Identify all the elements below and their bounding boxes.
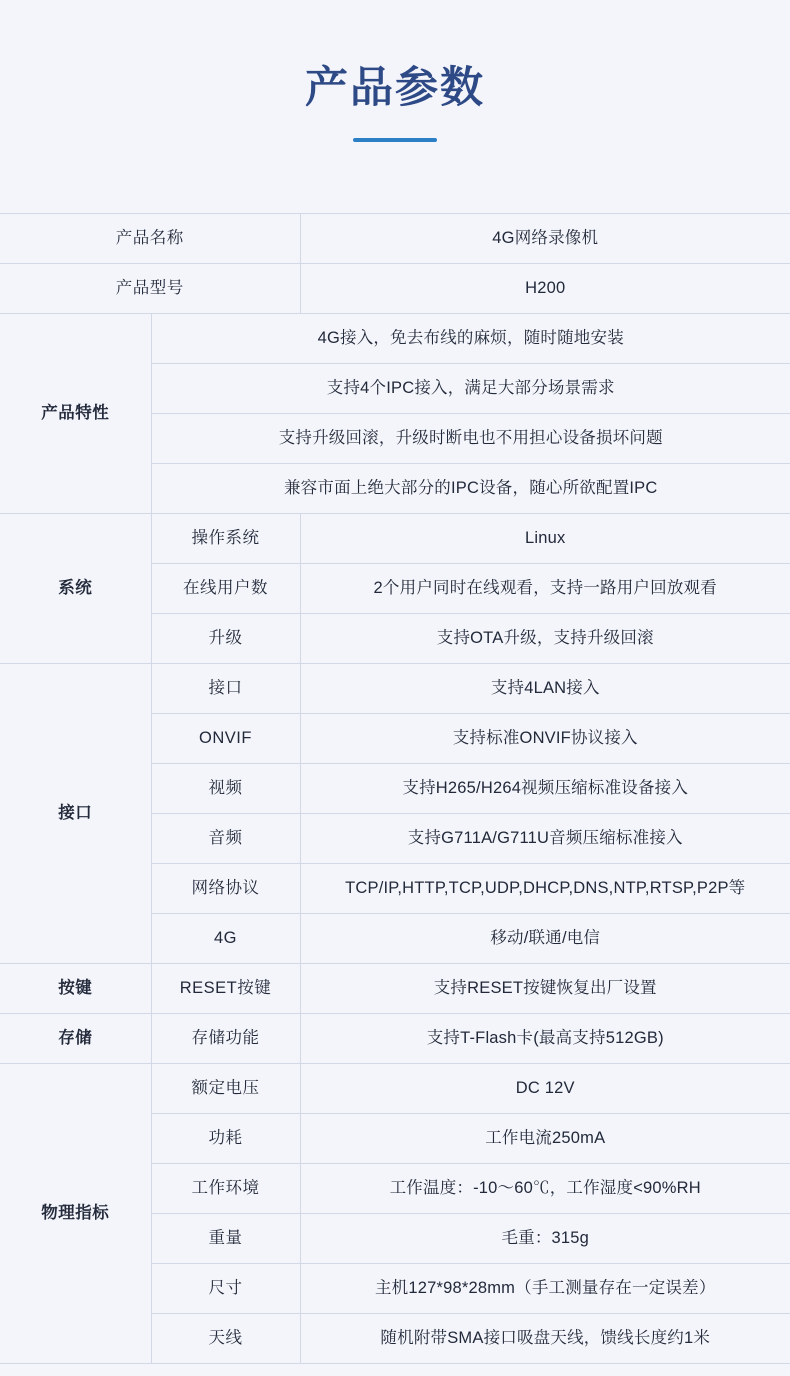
row-label: 音频 [151, 814, 300, 864]
row-label: 存储功能 [151, 1014, 300, 1064]
table-row [0, 964, 790, 1014]
row-value: 支持RESET按键恢复出厂设置 [300, 964, 790, 1014]
row-label: 尺寸 [151, 1264, 300, 1314]
row-value: 工作电流250mA [300, 1114, 790, 1164]
row-label: 视频 [151, 764, 300, 814]
row-label: 产品型号 [0, 264, 300, 314]
table-row [0, 1064, 790, 1114]
row-value: 移动/联通/电信 [300, 914, 790, 964]
row-label: RESET按键 [151, 964, 300, 1014]
row-value: TCP/IP,HTTP,TCP,UDP,DHCP,DNS,NTP,RTSP,P2P等 [300, 864, 790, 914]
row-label: 重量 [151, 1214, 300, 1264]
table-row [0, 664, 790, 714]
row-label: 升级 [151, 614, 300, 664]
row-group-label: 按键 [0, 964, 151, 1014]
row-value: 2个用户同时在线观看，支持一路用户回放观看 [300, 564, 790, 614]
row-value: 支持T-Flash卡(最高支持512GB) [300, 1014, 790, 1064]
row-group-label: 接口 [0, 664, 151, 964]
row-label: 功耗 [151, 1114, 300, 1164]
row-group-label: 系统 [0, 514, 151, 664]
row-value: 4G接入，免去布线的麻烦，随时随地安装 [151, 314, 790, 364]
row-label: 网络协议 [151, 864, 300, 914]
row-value: 支持标准ONVIF协议接入 [300, 714, 790, 764]
title-underline-divider [353, 138, 437, 142]
specification-table [0, 213, 790, 1364]
row-value: DC 12V [300, 1064, 790, 1114]
row-label: 4G [151, 914, 300, 964]
row-value: 支持升级回滚，升级时断电也不用担心设备损坏问题 [151, 414, 790, 464]
row-group-label: 物理指标 [0, 1064, 151, 1364]
table-row [0, 1014, 790, 1064]
row-value: H200 [300, 264, 790, 314]
page-header [0, 0, 790, 213]
row-value: 支持G711A/G711U音频压缩标准接入 [300, 814, 790, 864]
row-value: 工作温度：-10～60℃，工作湿度<90%RH [300, 1164, 790, 1214]
row-group-label: 存储 [0, 1014, 151, 1064]
row-label: 额定电压 [151, 1064, 300, 1114]
row-label: ONVIF [151, 714, 300, 764]
page-title: 产品参数 [305, 64, 485, 112]
row-value: 支持OTA升级，支持升级回滚 [300, 614, 790, 664]
row-value: 支持4个IPC接入，满足大部分场景需求 [151, 364, 790, 414]
row-value: 随机附带SMA接口吸盘天线，馈线长度约1米 [300, 1314, 790, 1364]
table-row [0, 264, 790, 314]
table-row [0, 214, 790, 264]
row-label: 在线用户数 [151, 564, 300, 614]
row-group-label: 产品特性 [0, 314, 151, 514]
table-row [0, 314, 790, 364]
row-value: 支持4LAN接入 [300, 664, 790, 714]
row-value: 兼容市面上绝大部分的IPC设备，随心所欲配置IPC [151, 464, 790, 514]
row-label: 工作环境 [151, 1164, 300, 1214]
row-value: 4G网络录像机 [300, 214, 790, 264]
row-label: 天线 [151, 1314, 300, 1364]
row-value: Linux [300, 514, 790, 564]
table-row [0, 514, 790, 564]
row-value: 毛重：315g [300, 1214, 790, 1264]
row-label: 操作系统 [151, 514, 300, 564]
row-label: 接口 [151, 664, 300, 714]
row-value: 主机127*98*28mm（手工测量存在一定误差） [300, 1264, 790, 1314]
row-label: 产品名称 [0, 214, 300, 264]
row-value: 支持H265/H264视频压缩标准设备接入 [300, 764, 790, 814]
